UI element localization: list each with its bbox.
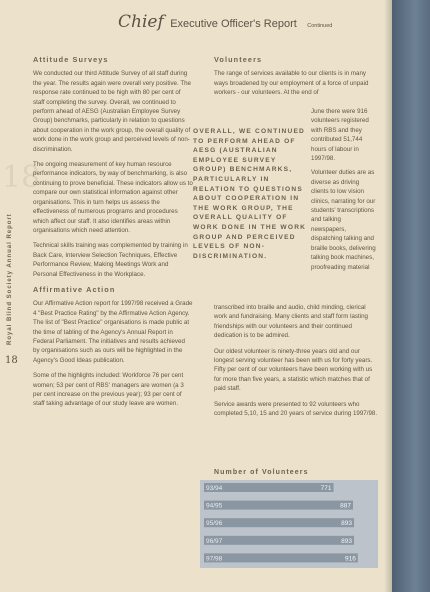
bar-95-96 <box>204 518 354 527</box>
paragraph: We conducted our third Attitude Survey of all staff during the year. The results again were overall very positive. The response rate continued to be high with 80 per cent of staff completing the survey. Overall, we continued to perform ahead of AESG (Australian Employee Survey Group) benchmarks, particularly in relation to questions about cooperation in the work group, the overall quality of work done in the work group and perceived levels of non-discrimination. <box>33 70 191 153</box>
category-label: 96/97 <box>206 537 223 545</box>
header-continued: Continued <box>307 23 333 29</box>
bar-96-97 <box>204 536 354 545</box>
value-label: 893 <box>341 537 353 545</box>
paragraph: Technical skills training was complemented by training in Back Care, Interview Selection Techniques, Effective Performance Review, Making Meetings Work and Personal Effectiveness in the Workplace. <box>33 242 188 278</box>
bar-93-94 <box>204 483 334 492</box>
category-label: 94/95 <box>206 502 223 510</box>
page-header <box>118 12 332 32</box>
paragraph: Service awards were presented to 92 volunteers who completed 5,10, 15 and 20 years of service during 1997/98. <box>214 400 378 418</box>
heading-attitude-surveys: Attitude Surveys <box>33 55 109 64</box>
value-label: 916 <box>345 555 356 563</box>
right-column-bottom <box>214 303 379 424</box>
side-label: Royal Blind Society Annual Report <box>7 213 13 345</box>
volunteers-chart-svg <box>200 480 378 568</box>
value-label: 771 <box>320 485 332 492</box>
right-column-top <box>214 55 374 104</box>
heading-affirmative-action: Affirmative Action <box>33 284 116 294</box>
book-edge <box>392 0 430 592</box>
value-label: 893 <box>341 520 353 528</box>
left-column <box>33 55 193 415</box>
category-label: 93/94 <box>206 485 223 492</box>
paragraph: Our Affirmative Action report for 1997/98 received a Grade 4 "Best Practice Rating" by the Affirmative Action Agency. The list of "Best Practice" organisations is made public at the time of tabling of the Agency's Annual Report in Federal Parliament. The initiatives and results achieved by organisations such as ours will be highlighted in the Agency's Good Ideas publication. <box>33 300 193 364</box>
page-number: 18 <box>5 355 18 366</box>
bar-94-95 <box>204 501 353 510</box>
paragraph: June there were 916 volunteers registered with RBS and they contributed 51,744 hours of labour in 1997/98. <box>311 108 369 163</box>
bar-97-98 <box>204 553 358 562</box>
pull-quote: OVERALL, WE CONTINUED TO PERFORM AHEAD OF AESG (AUSTRALIAN EMPLOYEE SURVEY GROUP) BENCHMARKS, PARTICULARLY IN RELATION TO QUESTIONS ABOUT COOPERATION IN THE WORK GROUP, THE OVERALL QUALITY OF WORK DONE IN THE WORK GROUP AND PERCEIVED LEVELS OF NON-DISCRIMINATION. <box>193 128 307 260</box>
ghost-page-number: 18 <box>2 160 41 195</box>
category-label: 97/98 <box>206 555 223 563</box>
paragraph: Our oldest volunteer is ninety-three years old and our longest serving volunteer has been with us for forty years. Fifty per cent of our volunteers have been working with us for more than five years, a statistic which matches that of paid staff. <box>214 347 373 393</box>
header-chief: Chief <box>118 12 164 32</box>
page-gutter-shadow <box>384 0 392 592</box>
paragraph: Some of the highlights included: Workforce 76 per cent women; 53 per cent of RBS' managers are women (a 3 per cent increase on the previous year); 93 per cent of staff taking advantage of our study leave are women. <box>33 372 184 408</box>
category-label: 95/96 <box>206 520 223 528</box>
header-title: Executive Officer's Report <box>170 18 297 30</box>
value-label: 887 <box>340 502 352 510</box>
paragraph: The ongoing measurement of key human resource performance indicators, by way of benchmarking, is also continuing to prove beneficial. These indicators allow us to compare our own statistical information against other organisations. This in turn helps us assess the effectiveness of numerous programs and procedures which affect our staff. It also identifies areas within organisations which need attention. <box>33 161 193 234</box>
volunteers-chart <box>200 480 378 568</box>
paragraph: Volunteer duties are as diverse as driving clients to low vision clinics, narrating for our students' transcriptions and talking newspapers, dispatching talking and braille books, delivering talking book machines, proofreading material <box>311 169 376 271</box>
heading-volunteers: Volunteers <box>214 55 263 64</box>
chart-title: Number of Volunteers <box>214 469 309 476</box>
paragraph: The range of services available to our clients is in many ways broadened by our employment of a force of unpaid workers - our volunteers. At the end of <box>214 70 369 97</box>
right-narrow-column <box>311 107 377 272</box>
paragraph: transcribed into braille and audio, child minding, clerical work and fundraising. Many clients and staff form lasting friendships with our volunteers and their continued dedication is to be admired. <box>214 304 368 340</box>
